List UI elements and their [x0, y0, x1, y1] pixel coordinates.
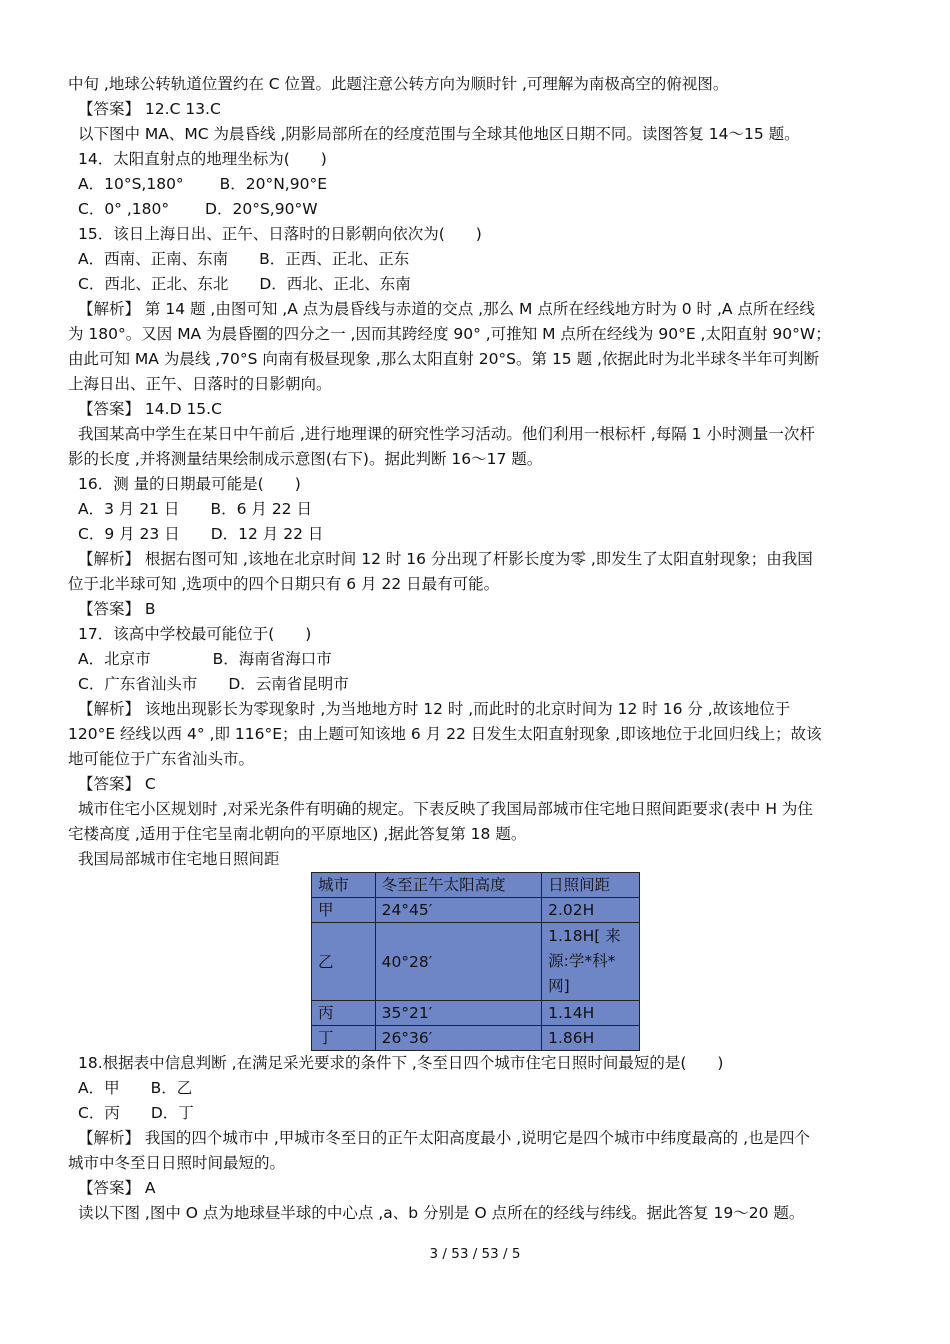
sunlight-spacing-table [311, 872, 640, 1051]
text-line: 120°E 经线以西 4° ,即 116°E；由上题可知该地 6 月 22 日发生太阳直射现象 ,即该地位于北回归线上；故该 [68, 725, 822, 743]
table-row [312, 923, 640, 1001]
table-cell: 1.14H [542, 1001, 640, 1026]
answer-line: 【答案】 C [78, 775, 156, 793]
table-cell: 1.86H [542, 1026, 640, 1051]
options-line: A．西南、正南、东南 B．正西、正北、正东 [78, 250, 410, 268]
table-header-cell: 日照间距 [542, 873, 640, 898]
table-cell: 40°28′ [375, 923, 542, 1001]
options-line: A．北京市 B．海南省海口市 [78, 650, 332, 668]
options-line: A．甲 B．乙 [78, 1079, 193, 1097]
table-caption: 我国局部城市住宅地日照间距 [78, 850, 280, 868]
text-line: 城市住宅小区规划时 ,对采光条件有明确的规定。下表反映了我国局部城市住宅地日照间距要求(表中 H 为住 [78, 800, 813, 818]
text-line: 位于北半球可知 ,选项中的四个日期只有 6 月 22 日最有可能。 [68, 575, 500, 593]
table-cell: 35°21′ [375, 1001, 542, 1026]
question-18: 18.根据表中信息判断 ,在满足采光要求的条件下 ,冬至日四个城市住宅日照时间最短的是( ) [78, 1054, 724, 1072]
options-line: A．3 月 21 日 B．6 月 22 日 [78, 500, 312, 518]
options-line: C．9 月 23 日 D．12 月 22 日 [78, 525, 324, 543]
analysis-line: 【解析】 该地出现影长为零现象时 ,为当地地方时 12 时 ,而此时的北京时间为 12 时 16 分 ,故该地位于 [78, 700, 791, 718]
options-line: C．丙 D．丁 [78, 1104, 194, 1122]
analysis-line: 【解析】 第 14 题 ,由图可知 ,A 点为晨昏线与赤道的交点 ,那么 M 点所在经线地方时为 0 时 ,A 点所在经线 [78, 300, 815, 318]
table-row [312, 898, 640, 923]
table-cell: 丁 [312, 1026, 376, 1051]
options-line: C．0° ,180° D．20°S,90°W [78, 200, 318, 218]
options-line: C．广东省汕头市 D．云南省昆明市 [78, 675, 349, 693]
analysis-line: 【解析】 根据右图可知 ,该地在北京时间 12 时 16 分出现了杆影长度为零 ,即发生了太阳直射现象；由我国 [78, 550, 813, 568]
table-cell: 甲 [312, 898, 376, 923]
table-cell: 24°45′ [375, 898, 542, 923]
text-line: 影的长度 ,并将测量结果绘制成示意图(右下)。据此判断 16～17 题。 [68, 450, 543, 468]
table-cell: 26°36′ [375, 1026, 542, 1051]
text-line: 由此可知 MA 为晨线 ,70°S 向南有极昼现象 ,那么太阳直射 20°S。第 15 题 ,依据此时为北半球冬半年可判断 [68, 350, 819, 368]
text-line: 上海日出、正午、日落时的日影朝向。 [68, 375, 332, 393]
text-line: 地可能位于广东省汕头市。 [68, 750, 255, 768]
table-cell: 乙 [312, 923, 376, 1001]
answer-line: 【答案】 14.D 15.C [78, 400, 222, 418]
question-17: 17．该高中学校最可能位于( ) [78, 625, 312, 643]
text-line: 宅楼高度 ,适用于住宅呈南北朝向的平原地区) ,据此答复第 18 题。 [68, 825, 527, 843]
analysis-line: 【解析】 我国的四个城市中 ,甲城市冬至日的正午太阳高度最小 ,说明它是四个城市中纬度最高的 ,也是四个 [78, 1129, 810, 1147]
answer-line: 【答案】 A [78, 1179, 156, 1197]
table-row [312, 1001, 640, 1026]
question-15: 15．该日上海日出、正午、日落时的日影朝向依次为( ) [78, 225, 482, 243]
text-line: 城市中冬至日日照时间最短的。 [68, 1154, 286, 1172]
table-header-cell: 城市 [312, 873, 376, 898]
text-line: 中旬 ,地球公转轨道位置约在 C 位置。此题注意公转方向为顺时针 ,可理解为南极高空的俯视图。 [68, 75, 729, 93]
table-cell: 丙 [312, 1001, 376, 1026]
text-line: 我国某高中学生在某日中午前后 ,进行地理课的研究性学习活动。他们利用一根标杆 ,每隔 1 小时测量一次杆 [78, 425, 815, 443]
options-line: A．10°S,180° B．20°N,90°E [78, 175, 327, 193]
text-line: 为 180°。又因 MA 为晨昏圈的四分之一 ,因而其跨经度 90° ,可推知 M 点所在经线为 90°E ,太阳直射 90°W； [68, 325, 831, 343]
question-16: 16．测 量的日期最可能是( ) [78, 475, 301, 493]
table-cell: 1.18H[ 来源:学*科*网] [542, 923, 640, 1001]
page-number: 3 / 53 / 53 / 5 [429, 1246, 521, 1262]
table-cell: 2.02H [542, 898, 640, 923]
table-header-row [312, 873, 640, 898]
text-line: 以下图中 MA、MC 为晨昏线 ,阴影局部所在的经度范围与全球其他地区日期不同。读图答复 14～15 题。 [78, 125, 800, 143]
text-line: 读以下图 ,图中 O 点为地球昼半球的中心点 ,a、b 分别是 O 点所在的经线与纬线。据此答复 19～20 题。 [78, 1204, 805, 1222]
table-header-cell: 冬至正午太阳高度 [375, 873, 542, 898]
question-14: 14．太阳直射点的地理坐标为( ) [78, 150, 327, 168]
options-line: C．西北、正北、东北 D．西北、正北、东南 [78, 275, 411, 293]
answer-line: 【答案】 B [78, 600, 156, 618]
answer-line: 【答案】 12.C 13.C [78, 100, 221, 118]
table-row [312, 1026, 640, 1051]
